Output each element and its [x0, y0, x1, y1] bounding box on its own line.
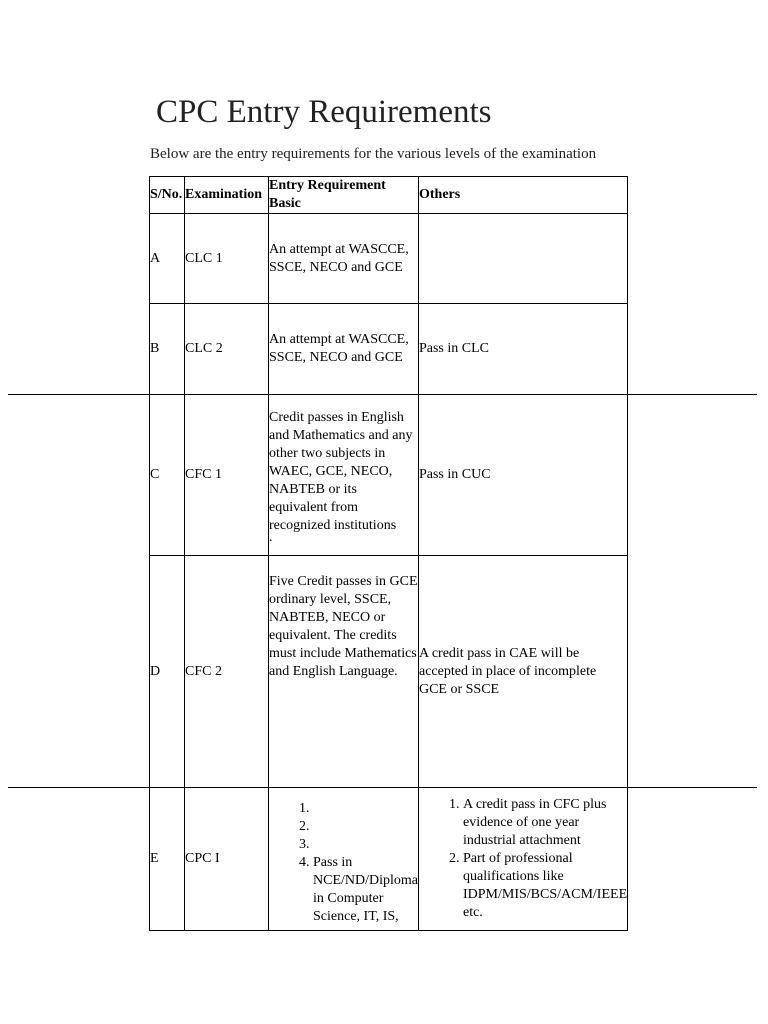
list-item: 1. A credit pass in CFC plus evidence of one year industrial attachment — [463, 796, 627, 850]
page-break-line-right-1 — [619, 394, 757, 395]
cell-exam: CPC I — [185, 788, 269, 931]
cell-exam: CLC 2 — [185, 304, 269, 395]
header-others: Others — [418, 177, 627, 214]
cell-others — [418, 788, 627, 931]
cell-basic-tail: . — [269, 530, 273, 545]
table-row — [150, 395, 628, 556]
cell-basic: An attempt at WASCCE, SSCE, NECO and GCE — [269, 214, 419, 304]
others-numbered-list — [419, 796, 627, 922]
cell-exam: CFC 2 — [185, 556, 269, 788]
cell-exam: CFC 1 — [185, 395, 269, 556]
cell-basic — [269, 556, 419, 788]
cell-others: Pass in CLC — [418, 304, 627, 395]
cell-sno: C — [150, 395, 185, 556]
cell-others — [418, 214, 627, 304]
basic-numbered-list — [269, 800, 418, 926]
page-subtitle: Below are the entry requirements for the various levels of the examination — [150, 146, 597, 162]
table-row — [150, 304, 628, 395]
cell-basic: An attempt at WASCCE, SSCE, NECO and GCE — [269, 304, 419, 395]
table-header-row — [150, 177, 628, 214]
page-title: CPC Entry Requirements — [156, 94, 492, 130]
list-item — [313, 818, 418, 836]
cell-sno: B — [150, 304, 185, 395]
list-item: 4. Pass in NCE/ND/Diploma in Computer Science, IT, IS, — [313, 854, 418, 926]
header-examination: Examination — [185, 177, 269, 214]
header-entry-requirement: Entry Requirement Basic — [269, 177, 419, 214]
requirements-table — [149, 176, 628, 931]
cell-sno: E — [150, 788, 185, 931]
header-sno: S/No. — [150, 177, 185, 214]
cell-sno: A — [150, 214, 185, 304]
cell-basic-text: Five Credit passes in GCE ordinary level, SSCE, NABTEB, NECO or equivalent. The credits must include Mathematics and English Language. — [269, 574, 418, 679]
page-break-line-right-2 — [619, 787, 757, 788]
list-item — [313, 836, 418, 854]
list-item: 2. Part of professional qualifications like IDPM/MIS/BCS/ACM/IEEE etc. — [463, 850, 627, 922]
cell-basic-text: Credit passes in English and Mathematics and any other two subjects in WAEC, GCE, NECO, NABTEB or its equivalent from recognized institutions — [269, 410, 413, 533]
cell-others: Pass in CUC — [418, 395, 627, 556]
page-break-line-left-2 — [8, 787, 149, 788]
page-break-line-left-1 — [8, 394, 149, 395]
table-row — [150, 556, 628, 788]
cell-exam: CLC 1 — [185, 214, 269, 304]
table-row — [150, 214, 628, 304]
cell-basic — [269, 395, 419, 556]
cell-sno: D — [150, 556, 185, 788]
list-item — [313, 800, 418, 818]
cell-others: A credit pass in CAE will be accepted in place of incomplete GCE or SSCE — [418, 556, 627, 788]
cell-basic — [269, 788, 419, 931]
table-row — [150, 788, 628, 931]
